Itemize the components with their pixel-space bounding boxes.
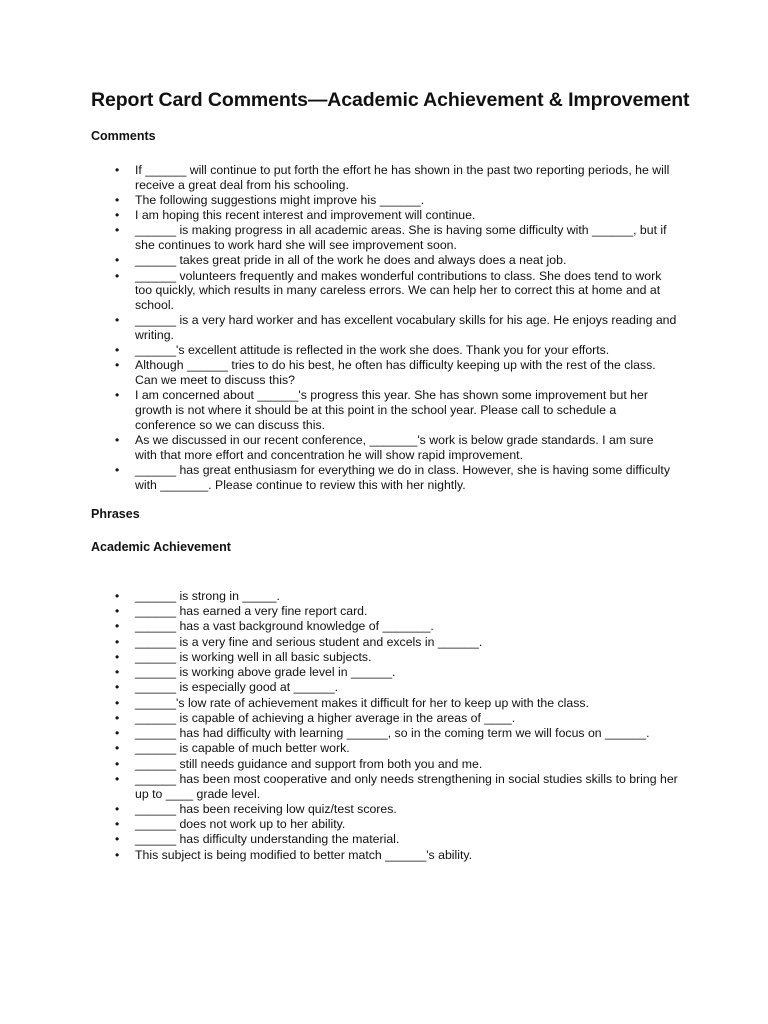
list-item <box>0 163 678 193</box>
list-item-text: This subject is being modified to better match ______'s ability. <box>135 847 473 862</box>
bullet-icon: • <box>115 589 120 603</box>
list-item-text: ______ is especially good at ______. <box>135 680 339 695</box>
list-item <box>0 726 678 741</box>
list-item-text: ______ does not work up to her ability. <box>135 817 346 832</box>
list-item-text: The following suggestions might improve his ______. <box>135 192 425 207</box>
bullet-icon: • <box>115 463 120 478</box>
list-item <box>0 817 678 832</box>
list-item <box>0 650 678 665</box>
list-item-text: As we discussed in our recent conference, _______'s work is below grade standards. I am sure with that more effort and concentration he will show rapid improvement. <box>135 433 654 463</box>
list-item <box>0 802 678 817</box>
bullet-icon: • <box>115 695 120 710</box>
bullet-icon: • <box>115 847 120 862</box>
list-item-text: ______ is capable of much better work. <box>135 741 350 756</box>
bullet-icon: • <box>115 741 120 756</box>
bullet-icon: • <box>115 832 120 847</box>
list-item-text: ______'s excellent attitude is reflected in the work she does. Thank you for your efforts. <box>135 343 610 358</box>
bullet-icon: • <box>115 665 120 680</box>
list-item-text: ______ is a very fine and serious student and excels in ______. <box>135 634 483 649</box>
list-item-text: ______ has great enthusiasm for everything we do in class. However, she is having some difficulty with _______. Please continue to review this with her nightly. <box>135 463 670 493</box>
list-item-text: Although ______ tries to do his best, he often has difficulty keeping up with the rest of the class. Can we meet to discuss this? <box>135 358 656 388</box>
list-item <box>0 433 678 463</box>
bullet-icon: • <box>115 223 120 238</box>
bullet-icon: • <box>115 619 120 634</box>
list-item-text: ______ is a very hard worker and has excellent vocabulary skills for his age. He enjoys reading and writing. <box>135 313 677 343</box>
list-item-text: ______'s low rate of achievement makes it difficult for her to keep up with the class. <box>135 695 589 710</box>
bullet-icon: • <box>115 163 120 177</box>
list-item <box>0 313 678 343</box>
bullet-icon: • <box>115 649 120 664</box>
list-item <box>0 193 678 208</box>
list-item-text: ______ still needs guidance and support from both you and me. <box>135 756 483 771</box>
list-item-text: ______ is strong in _____. <box>135 589 280 603</box>
list-item <box>0 269 678 313</box>
list-item <box>0 696 678 711</box>
list-item <box>0 711 678 726</box>
list-item-text: ______ has a vast background knowledge of _______. <box>135 619 434 634</box>
list-item <box>0 619 678 634</box>
list-item <box>0 208 678 223</box>
bullet-icon: • <box>115 343 120 358</box>
list-item <box>0 463 678 493</box>
list-item-text: ______ is capable of achieving a higher average in the areas of ____. <box>135 710 516 725</box>
page-title: Report Card Comments—Academic Achievement & Improvement <box>91 89 690 111</box>
list-item <box>0 635 678 650</box>
list-item-text: I am hoping this recent interest and improvement will continue. <box>135 208 476 223</box>
bullet-icon: • <box>115 801 120 816</box>
list-item <box>0 848 678 863</box>
list-item-text: ______ is making progress in all academic areas. She is having some difficulty with ______, but if she continues to work hard she will see improvement soon. <box>135 223 667 253</box>
bullet-icon: • <box>115 634 120 649</box>
bullet-icon: • <box>115 208 120 223</box>
list-item <box>0 388 678 432</box>
bullet-icon: • <box>115 710 120 725</box>
bullet-icon: • <box>115 680 120 695</box>
list-item <box>0 665 678 680</box>
list-item <box>0 343 678 358</box>
phrases-heading: Phrases <box>91 507 140 521</box>
list-item-text: ______ is working well in all basic subjects. <box>135 649 372 664</box>
list-item-text: If ______ will continue to put forth the effort he has shown in the past two reporting periods, he will receive a great deal from his schooling. <box>135 163 670 192</box>
bullet-icon: • <box>115 726 120 741</box>
list-item-text: ______ has difficulty understanding the material. <box>135 832 400 847</box>
list-item <box>0 757 678 772</box>
list-item <box>0 741 678 756</box>
list-item <box>0 223 678 253</box>
list-item-text: ______ has earned a very fine report card. <box>135 604 368 619</box>
bullet-icon: • <box>115 604 120 619</box>
list-item <box>0 358 678 388</box>
list-item-text: ______ takes great pride in all of the work he does and always does a neat job. <box>135 253 567 268</box>
bullet-icon: • <box>115 433 120 448</box>
list-item <box>0 680 678 695</box>
bullet-icon: • <box>115 756 120 771</box>
list-item-text: ______ volunteers frequently and makes wonderful contributions to class. She does tend to work too quickly, which results in many careless errors. We can help her to correct this at home and at school. <box>135 268 662 313</box>
bullet-icon: • <box>115 313 120 328</box>
list-item <box>0 253 678 268</box>
bullet-icon: • <box>115 388 120 403</box>
bullet-icon: • <box>115 192 120 207</box>
bullet-icon: • <box>115 268 120 283</box>
list-item <box>0 772 678 802</box>
list-item-text: ______ has been receiving low quiz/test scores. <box>135 801 397 816</box>
bullet-icon: • <box>115 358 120 373</box>
list-item-text: ______ has had difficulty with learning ______, so in the coming term we will focus on ______. <box>135 726 650 741</box>
bullet-icon: • <box>115 817 120 832</box>
list-item <box>0 604 678 619</box>
comments-heading: Comments <box>91 129 156 143</box>
comments-list <box>0 163 768 493</box>
achievement-phrases-list <box>0 589 768 863</box>
list-item <box>0 589 678 604</box>
academic-achievement-heading: Academic Achievement <box>91 540 231 554</box>
bullet-icon: • <box>115 253 120 268</box>
list-item-text: I am concerned about ______'s progress this year. She has shown some improvement but her growth is not where it should be at this point in the school year. Please call to schedule a conference so we can discuss this. <box>135 388 648 433</box>
list-item <box>0 832 678 847</box>
bullet-icon: • <box>115 771 120 786</box>
list-item-text: ______ has been most cooperative and only needs strengthening in social studies skills to bring her up to ____ grade level. <box>135 771 678 801</box>
list-item-text: ______ is working above grade level in ______. <box>135 665 396 680</box>
